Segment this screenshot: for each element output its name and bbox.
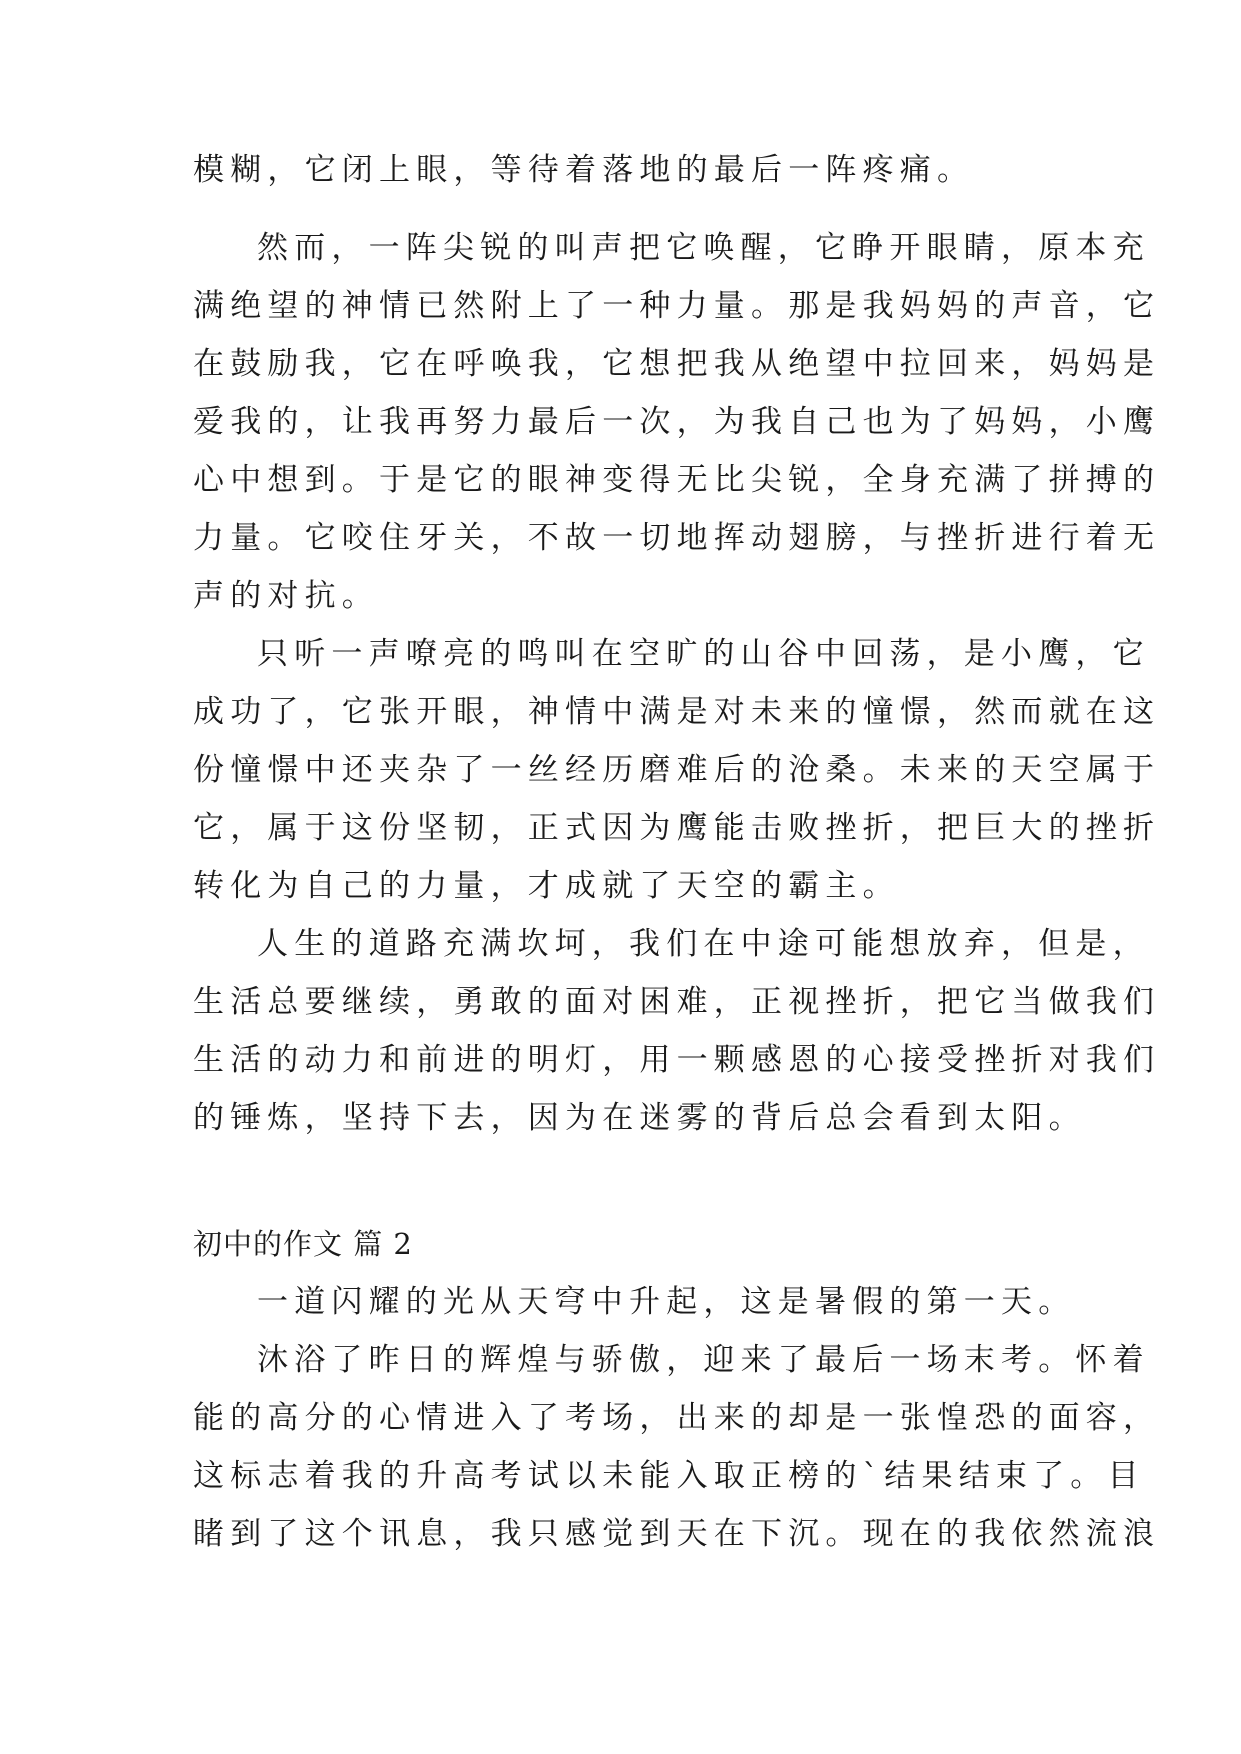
text-line: 份憧憬中还夹杂了一丝经历磨难后的沧桑。未来的天空属于 (193, 752, 1161, 788)
paragraph-first-line: 只听一声嘹亮的鸣叫在空旷的山谷中回荡，是小鹰，它 (257, 636, 1150, 672)
text-line: 这标志着我的升高考试以未能入取正榜的`结果结束了。目 (193, 1458, 1145, 1494)
paragraph-first-line: 一道闪耀的光从天穹中升起，这是暑假的第一天。 (257, 1284, 1076, 1320)
text-line: 的锤炼，坚持下去，因为在迷雾的背后总会看到太阳。 (193, 1100, 1086, 1136)
text-line: 心中想到。于是它的眼神变得无比尖锐，全身充满了拼搏的 (193, 462, 1161, 498)
text-line: 声的对抗。 (193, 578, 379, 614)
text-line: 生活的动力和前进的明灯，用一颗感恩的心接受挫折对我们 (193, 1042, 1161, 1078)
document-page (193, 0, 1161, 1754)
text-line: 模糊，它闭上眼，等待着落地的最后一阵疼痛。 (193, 152, 975, 188)
text-line: 能的高分的心情进入了考场，出来的却是一张惶恐的面容， (193, 1400, 1161, 1436)
text-line: 在鼓励我，它在呼唤我，它想把我从绝望中拉回来，妈妈是 (193, 346, 1161, 382)
paragraph-first-line: 人生的道路充满坎坷，我们在中途可能想放弃，但是， (257, 926, 1150, 962)
text-line: 生活总要继续，勇敢的面对困难，正视挫折，把它当做我们 (193, 984, 1161, 1020)
text-line: 成功了，它张开眼，神情中满是对未来的憧憬，然而就在这 (193, 694, 1161, 730)
text-line: 转化为自己的力量，才成就了天空的霸主。 (193, 868, 900, 904)
paragraph-first-line: 然而，一阵尖锐的叫声把它唤醒，它睁开眼睛，原本充 (257, 230, 1150, 266)
section-heading: 初中的作文 篇 2 (193, 1227, 413, 1261)
text-line: 满绝望的神情已然附上了一种力量。那是我妈妈的声音，它 (193, 288, 1161, 324)
text-line: 爱我的，让我再努力最后一次，为我自己也为了妈妈，小鹰 (193, 404, 1161, 440)
paragraph-first-line: 沐浴了昨日的辉煌与骄傲，迎来了最后一场末考。怀着 (257, 1342, 1150, 1378)
text-line: 它，属于这份坚韧，正式因为鹰能击败挫折，把巨大的挫折 (193, 810, 1161, 846)
text-line: 睹到了这个讯息，我只感觉到天在下沉。现在的我依然流浪 (193, 1516, 1161, 1552)
text-line: 力量。它咬住牙关，不故一切地挥动翅膀，与挫折进行着无 (193, 520, 1161, 556)
